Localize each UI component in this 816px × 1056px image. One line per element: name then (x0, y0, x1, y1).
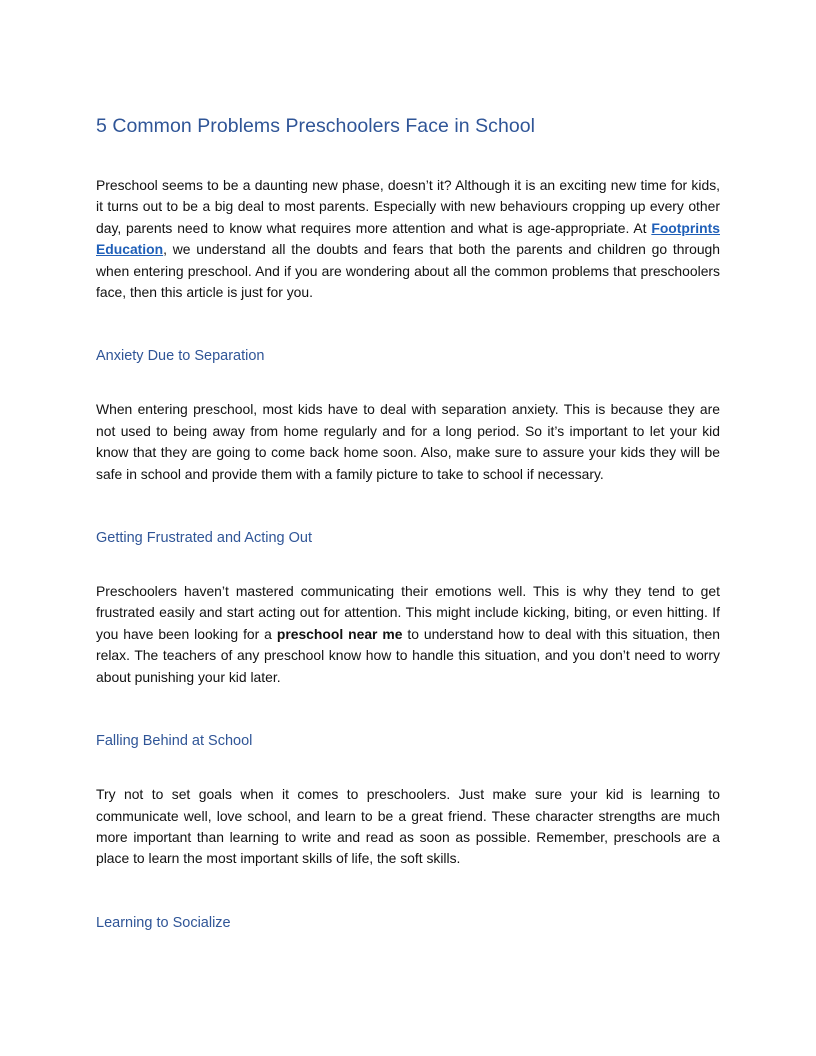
frustration-text-end: to understand how to deal with this situation, then relax. The teachers of any preschool know how to handle this situation, and you don’t need to worry about punishing your kid later. (96, 625, 720, 685)
frustration-text-start: Preschoolers haven’t mastered communicating their emotions well. This is why they tend to get frustrated easily and start acting out for attention. This might include kicking, biting, or even hitting. If you have been looking for a (96, 583, 720, 642)
intro-text-start: Preschool seems to be a daunting new phase, doesn’t it? Although it is an exciting new time for kids, it turns out to be a big deal to most parents. Especially with new behaviours cropping up every other day, parents need to know what requires more attention and what is age-appropriate. At (96, 177, 720, 236)
page-title: 5 Common Problems Preschoolers Face in School (96, 115, 536, 137)
section-paragraph-separation-anxiety: When entering preschool, most kids have to deal with separation anxiety. This is because they are not used to being away from home regularly and for a long period. So it’s important to let your kid know that they are going to come back home soon. Also, make sure to assure your kids they will be safe in school and provide them with a family picture to take to school if necessary. (96, 401, 720, 482)
section-heading-frustration: Getting Frustrated and Acting Out (96, 530, 313, 547)
preschool-near-me-keyword: preschool near me (276, 625, 403, 642)
intro-text-end: , we understand all the doubts and fears that both the parents and children go through when entering preschool. And if you are wondering about all the common problems that preschoolers face, then this article is just for you. (96, 241, 720, 301)
section-heading-socialize: Learning to Socialize (96, 914, 231, 931)
document-content (96, 112, 720, 933)
intro-paragraph (96, 175, 720, 303)
section-paragraph-frustration (96, 581, 720, 688)
footprints-education-link[interactable]: Footprints Education (96, 219, 720, 258)
section-paragraph-falling-behind: Try not to set goals when it comes to preschoolers. Just make sure your kid is learning to communicate well, love school, and learn to be a great friend. These character strengths are much more important than learning to write and read as soon as possible. Remember, preschools are a place to learn the most important skills of life, the soft skills. (96, 786, 720, 867)
section-heading-separation-anxiety: Anxiety Due to Separation (96, 348, 265, 365)
section-heading-falling-behind: Falling Behind at School (96, 733, 253, 750)
